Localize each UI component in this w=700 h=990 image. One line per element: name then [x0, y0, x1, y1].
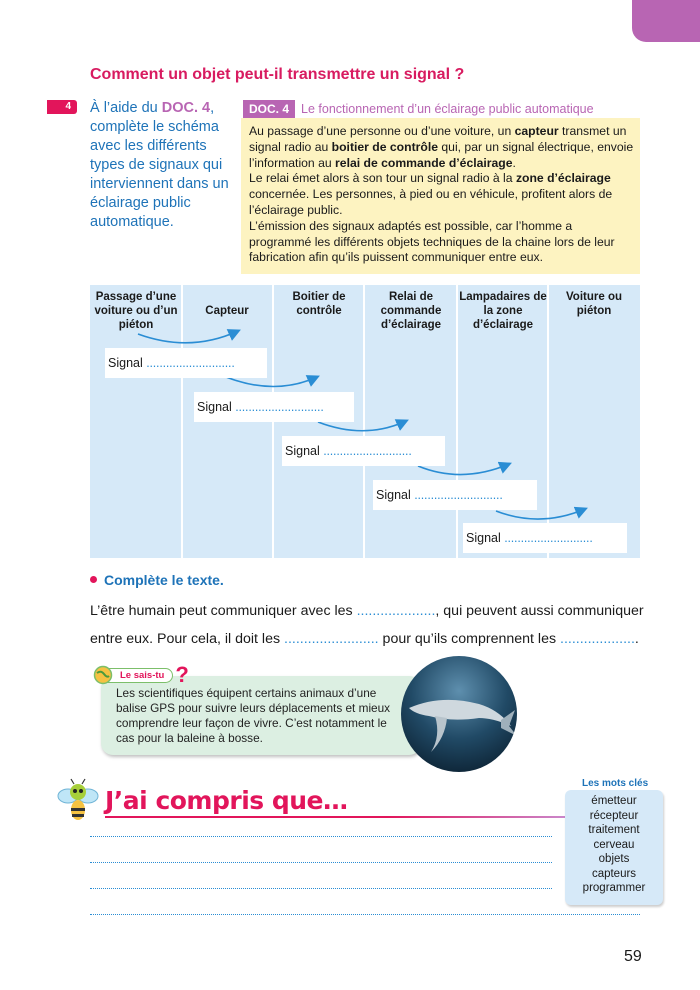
doc-paragraph: L’émission des signaux adaptés est possible, car l’homme a programmé les différents objets techniques de la chaine lors de leur fabrication afin qu’ils puissent communiquer entre eux. [249, 218, 615, 265]
keyword: objets [598, 853, 630, 865]
signal-flow-diagram [90, 285, 640, 558]
keyword: programmer [582, 882, 646, 894]
column-header: Lampadaires de la zone d’éclairage [459, 291, 547, 331]
understood-title: J’ai compris que… [105, 786, 348, 815]
column-header: Capteur [205, 305, 249, 317]
did-you-know-box [101, 676, 421, 755]
keyword: cerveau [593, 838, 635, 851]
keyword: récepteur [589, 809, 639, 822]
keyword: émetteur [591, 795, 637, 807]
section-title: Comment un objet peut-il transmettre un signal ? [90, 66, 465, 83]
blank-2[interactable]: ........................ [284, 631, 379, 647]
signal-arrow [496, 509, 585, 519]
signal-blank[interactable]: Signal ........................... [194, 392, 354, 422]
doc-text-box [241, 118, 640, 274]
blank-1[interactable]: .................... [356, 603, 436, 619]
subquestion: Complète le texte. [90, 572, 224, 588]
keywords-box [565, 790, 663, 905]
answer-line[interactable] [90, 862, 552, 863]
doc-title: Le fonctionnement d’un éclairage public automatique [301, 102, 594, 116]
exercise-number: 4 [47, 100, 77, 114]
doc-paragraph: Le relai émet alors à son tour un signal radio à la zone d’éclairage concernée. Les personnes, à pied ou en véhicule, profitent alors de l’éclairage public. [249, 171, 613, 217]
page-corner-tab [632, 0, 700, 42]
column-header: Passage d’une voiture ou d’un piéton [94, 291, 178, 331]
signal-blank[interactable]: Signal ........................... [463, 523, 627, 553]
fill-in-text: L’être humain peut communiquer avec les ...................., qui peuvent aussi communiquer entre eux. Pour cela, il doit les ........................ pour qu’ils comprennent les .................... [90, 603, 644, 647]
blank-3[interactable]: ................... [560, 631, 635, 647]
doc-badge: DOC. 4 [243, 100, 295, 118]
signal-arrows [90, 285, 640, 558]
did-you-know-text: Les scientifiques équipent certains animaux d’une balise GPS pour suivre leurs déplacements et mieux comprendre leur façon de vivre. C’est notamment le cas pour la baleine à bosse. [116, 686, 391, 745]
keyword: traitement [588, 824, 640, 836]
signal-arrow [226, 377, 317, 387]
signal-arrow [318, 421, 406, 431]
signal-blank[interactable]: Signal ........................... [282, 436, 445, 466]
did-you-know-badge: Le sais-tu ? [93, 665, 189, 685]
exercise-instruction: À l’aide du DOC. 4, complète le schéma avec les différents types de signaux qui interviennent dans un éclairage public automatique. [90, 100, 229, 230]
doc-paragraph: Au passage d’une personne ou d’une voiture, un capteur transmet un signal radio au boitier de contrôle qui, par un signal électrique, envoie l’information au relai de commande d’éclairage. [249, 124, 634, 170]
answer-line[interactable] [90, 888, 552, 889]
signal-arrow [138, 331, 238, 343]
doc-header [243, 100, 594, 118]
globe-icon [93, 665, 113, 685]
column-header: Voiture ou piéton [565, 291, 622, 317]
signal-blank[interactable]: Signal ........................... [373, 480, 537, 510]
answer-line[interactable] [90, 914, 640, 915]
column-header: Boitier de contrôle [292, 291, 346, 317]
keywords-label: Les mots clés [582, 778, 649, 789]
page-number: 59 [624, 948, 642, 965]
humpback-whale-photo [401, 656, 517, 772]
answer-line[interactable] [90, 836, 552, 837]
title-underline [105, 816, 575, 818]
column-header: Relai de commande d’éclairage [380, 291, 442, 331]
signal-blank[interactable]: Signal ........................... [105, 348, 267, 378]
keyword: capteurs [591, 867, 637, 880]
question-mark-icon: ? [175, 662, 189, 687]
bullet-icon [90, 576, 97, 583]
doc-reference: DOC. 4 [161, 100, 211, 116]
bee-mascot-icon [56, 778, 100, 828]
